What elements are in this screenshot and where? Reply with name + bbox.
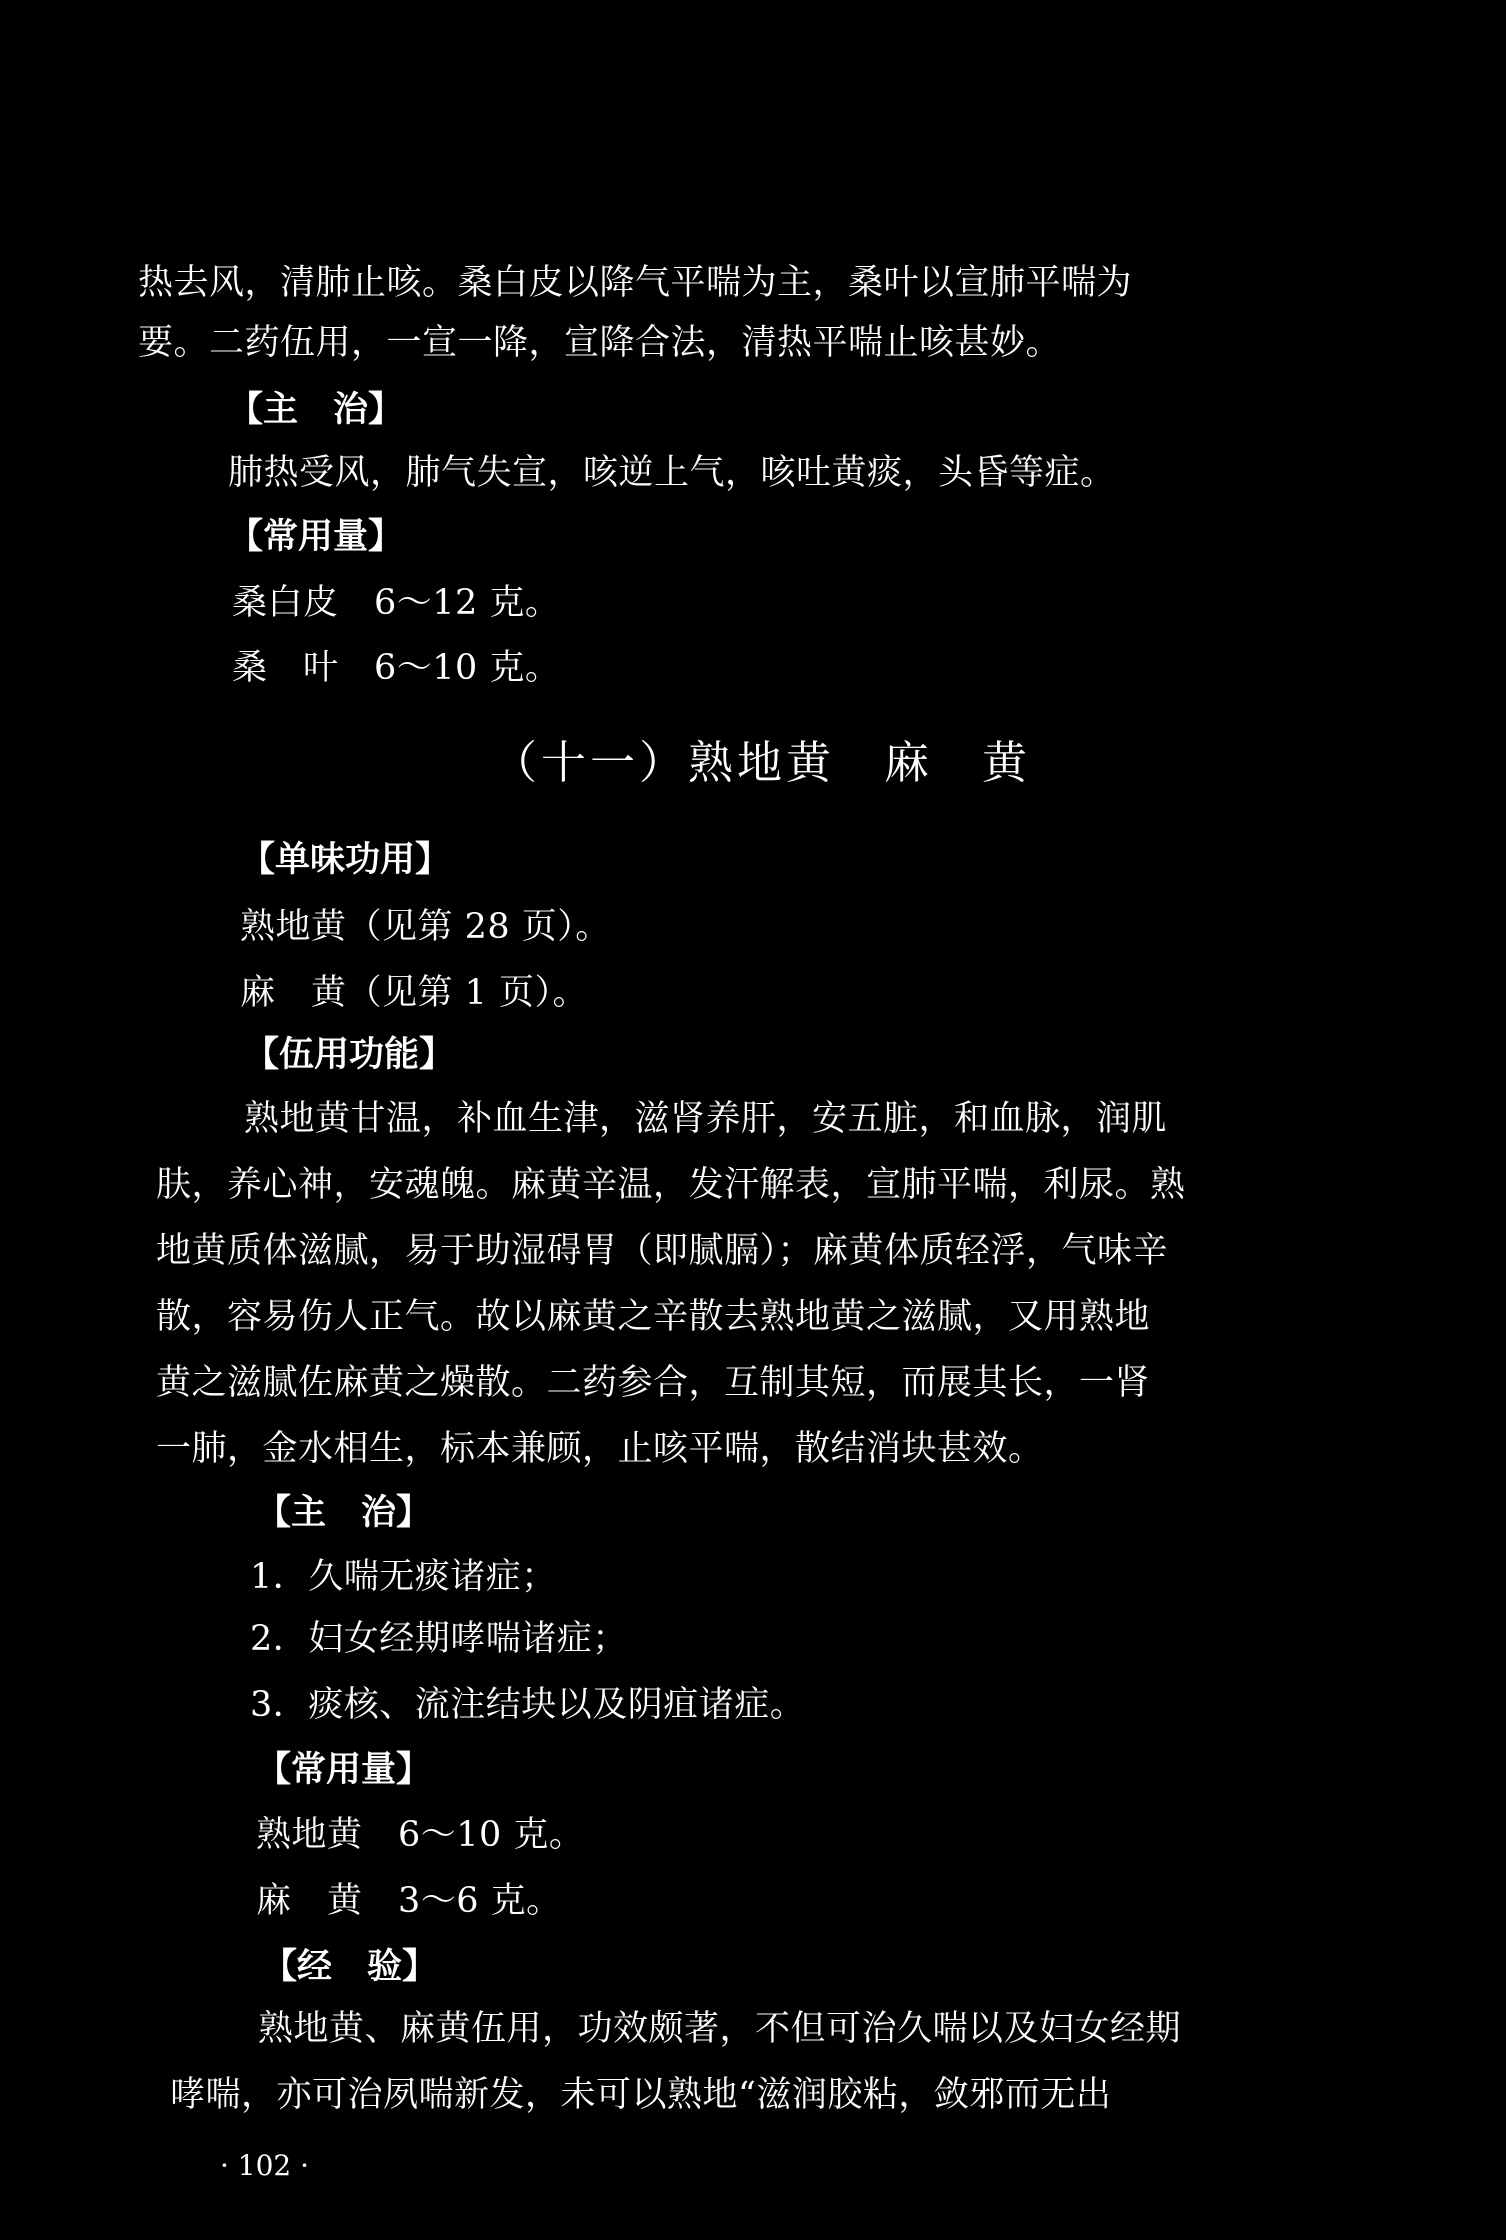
- text-line: 麻 黄（见第 1 页）。: [240, 973, 589, 1013]
- list-item: 1．久喘无痰诸症；: [250, 1557, 557, 1597]
- text-line: 黄之滋腻佐麻黄之燥散。二药参合，互制其短，而展其长，一肾: [156, 1363, 1151, 1403]
- section-title: （十一）熟地黄 麻 黄: [492, 736, 1032, 789]
- text-line: 熟地黄甘温，补血生津，滋肾养肝，安五脏，和血脉，润肌: [244, 1099, 1168, 1139]
- dose-line: 熟地黄 6～10 克。: [256, 1815, 585, 1855]
- heading-zhuzhi: 【主 治】: [256, 1493, 432, 1533]
- text-line: 一肺，金水相生，标本兼顾，止咳平喘，散结消块甚效。: [156, 1429, 1044, 1469]
- text-line: 熟地黄（见第 28 页）。: [240, 907, 611, 947]
- heading-zhuzhi: 【主 治】: [228, 390, 404, 430]
- list-item: 2．妇女经期哮喘诸症；: [250, 1619, 628, 1659]
- dose-line: 麻 黄 3～6 克。: [256, 1881, 562, 1921]
- heading-danwei-gongyong: 【单味功用】: [240, 840, 451, 880]
- text-line: 热去风，清肺止咳。桑白皮以降气平喘为主，桑叶以宣肺平喘为: [138, 263, 1133, 303]
- heading-changyongliang: 【常用量】: [228, 517, 404, 557]
- text-line: 哮喘，亦可治夙喘新发，未可以熟地“滋润胶粘，敛邪而无出: [170, 2075, 1112, 2115]
- text-line: 散，容易伤人正气。故以麻黄之辛散去熟地黄之滋腻，又用熟地: [156, 1297, 1151, 1337]
- heading-wuyong-gongneng: 【伍用功能】: [244, 1035, 455, 1075]
- text-line: 肺热受风，肺气失宣，咳逆上气，咳吐黄痰，头昏等症。: [228, 453, 1116, 493]
- dose-line: 桑 叶 6～10 克。: [232, 648, 561, 688]
- heading-changyongliang: 【常用量】: [256, 1750, 432, 1790]
- text-line: 熟地黄、麻黄伍用，功效颇著，不但可治久喘以及妇女经期: [258, 2009, 1182, 2049]
- text-line: 要。二药伍用，一宣一降，宣降合法，清热平喘止咳甚妙。: [138, 323, 1062, 363]
- page-number: · 102 ·: [220, 2149, 310, 2182]
- text-line: 地黄质体滋腻，易于助湿碍胃（即腻膈）；麻黄体质轻浮，气味辛: [156, 1231, 1169, 1271]
- list-item: 3．痰核、流注结块以及阴疽诸症。: [250, 1685, 806, 1725]
- heading-jingyan: 【经 验】: [262, 1947, 438, 1987]
- text-line: 肤，养心神，安魂魄。麻黄辛温，发汗解表，宣肺平喘，利尿。熟: [156, 1165, 1186, 1205]
- dose-line: 桑白皮 6～12 克。: [232, 583, 561, 623]
